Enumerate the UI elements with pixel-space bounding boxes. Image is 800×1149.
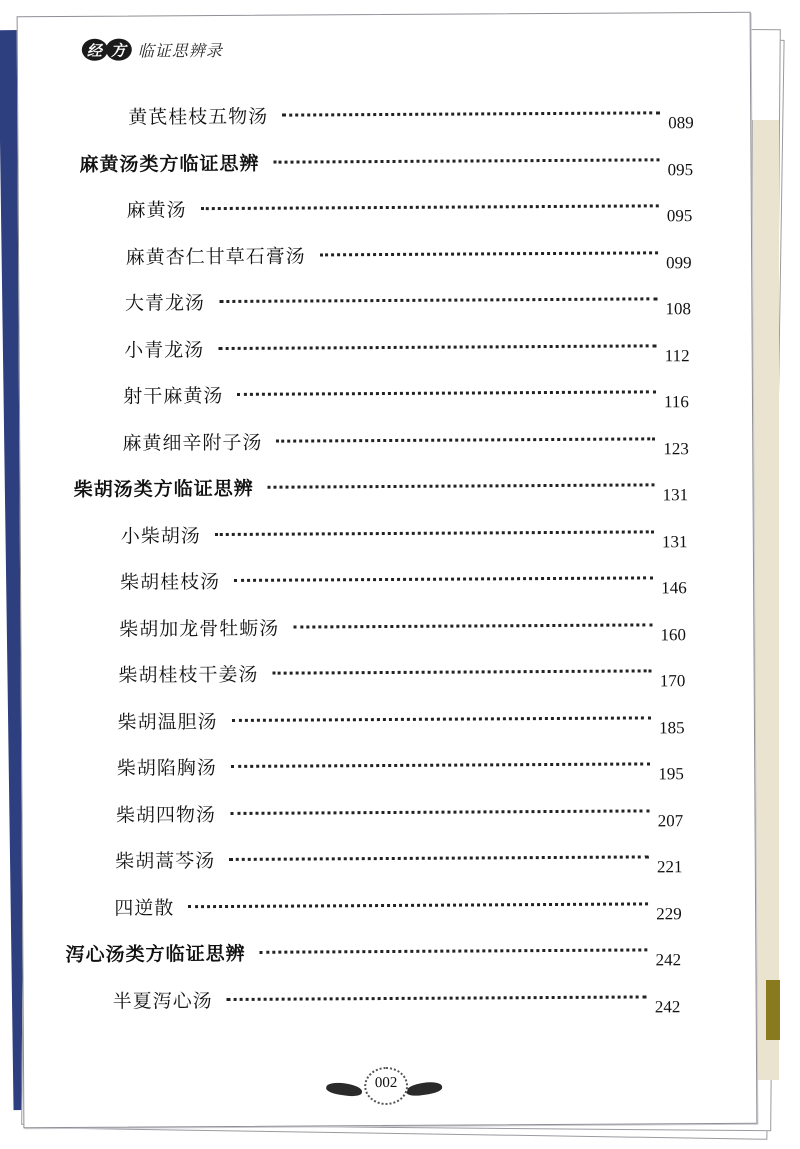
toc-entry-title: 大青龙汤 bbox=[124, 292, 206, 315]
toc-entry-title: 小柴胡汤 bbox=[120, 524, 201, 548]
toc-page-number: 131 bbox=[662, 485, 689, 505]
toc-entry-title: 四逆散 bbox=[114, 896, 175, 920]
toc-page-number: 095 bbox=[667, 159, 694, 179]
toc-entry-title: 半夏泻心汤 bbox=[112, 989, 213, 1013]
toc-page-number: 170 bbox=[659, 671, 686, 691]
toc-entry-title: 射干麻黄汤 bbox=[123, 384, 224, 408]
toc-section bbox=[23, 936, 755, 970]
toc-entry bbox=[18, 99, 750, 133]
toc-page-number: 160 bbox=[660, 624, 687, 644]
toc-section-title: 柴胡汤类方临证思辨 bbox=[73, 477, 254, 501]
toc-entry-title: 柴胡四物汤 bbox=[115, 803, 217, 827]
dot-leader bbox=[293, 623, 652, 628]
dot-leader bbox=[237, 390, 656, 396]
toc-page-number: 221 bbox=[656, 857, 683, 877]
dot-leader bbox=[219, 344, 657, 350]
toc-entry bbox=[22, 657, 754, 691]
dot-leader bbox=[219, 297, 657, 303]
toc-entry bbox=[22, 750, 754, 784]
dot-leader bbox=[273, 158, 659, 163]
toc-entry bbox=[22, 703, 754, 737]
toc-section bbox=[20, 471, 752, 505]
dot-leader bbox=[227, 995, 647, 1001]
ornament-left-icon bbox=[326, 1081, 363, 1098]
dot-leader bbox=[234, 576, 653, 582]
page-footer bbox=[324, 1065, 444, 1106]
dot-leader bbox=[273, 669, 652, 674]
table-of-contents bbox=[18, 13, 757, 1127]
toc-page-number: 112 bbox=[664, 345, 690, 365]
toc-entry bbox=[19, 238, 751, 272]
toc-entry bbox=[20, 331, 752, 365]
toc-entry-title: 柴胡加龙骨牡蛎汤 bbox=[119, 617, 280, 641]
toc-entry-title: 柴胡蒿芩汤 bbox=[115, 850, 216, 873]
toc-section-title: 麻黄汤类方临证思辨 bbox=[79, 152, 260, 176]
toc-page-number: 131 bbox=[661, 531, 688, 551]
dot-leader bbox=[201, 204, 659, 210]
dot-leader bbox=[188, 902, 648, 908]
toc-page-number: 123 bbox=[663, 438, 689, 458]
toc-entry bbox=[21, 610, 753, 644]
toc-page-number: 146 bbox=[661, 578, 687, 598]
toc-entry-title: 麻黄细辛附子汤 bbox=[122, 431, 263, 455]
toc-page-number: 095 bbox=[666, 206, 693, 226]
dot-leader bbox=[276, 437, 655, 442]
toc-page-number: 207 bbox=[657, 810, 684, 830]
toc-page-number: 089 bbox=[668, 113, 694, 133]
toc-page-number: 099 bbox=[666, 252, 692, 272]
toc-entry bbox=[22, 796, 754, 830]
running-header-title: 临证思辨录 bbox=[137, 40, 223, 61]
toc-entry bbox=[23, 843, 755, 877]
toc-section bbox=[18, 145, 750, 179]
toc-entry bbox=[21, 517, 753, 551]
toc-entry bbox=[24, 982, 756, 1016]
toc-page-number: 242 bbox=[655, 950, 682, 970]
dot-leader bbox=[230, 809, 649, 815]
toc-section-title: 泻心汤类方临证思辨 bbox=[65, 942, 246, 966]
logo-char: 经 bbox=[86, 41, 102, 60]
toc-entry-title: 麻黄杏仁甘草石膏汤 bbox=[125, 244, 306, 269]
toc-entry-title: 麻黄汤 bbox=[126, 199, 187, 222]
toc-entry bbox=[20, 424, 752, 458]
dot-leader bbox=[232, 716, 651, 722]
toc-page-number: 229 bbox=[656, 903, 682, 923]
logo-char: 方 bbox=[110, 41, 126, 60]
toc-entry bbox=[19, 192, 751, 226]
dot-leader bbox=[320, 251, 658, 256]
toc-entry bbox=[21, 564, 753, 598]
page-number: 002 bbox=[374, 1074, 398, 1092]
dot-leader bbox=[229, 855, 649, 861]
toc-entry-title: 柴胡桂枝汤 bbox=[120, 571, 221, 594]
toc-page-number: 195 bbox=[658, 764, 684, 784]
toc-page-number: 108 bbox=[665, 299, 691, 319]
toc-page-number: 116 bbox=[663, 392, 689, 412]
page-edge-accent bbox=[766, 980, 780, 1040]
dot-leader bbox=[259, 948, 647, 953]
toc-entry bbox=[20, 378, 752, 412]
toc-page bbox=[17, 12, 758, 1128]
toc-page-number: 242 bbox=[654, 996, 681, 1016]
dot-leader bbox=[282, 111, 660, 116]
toc-entry-title: 柴胡温胆汤 bbox=[117, 710, 218, 734]
toc-entry-title: 柴胡桂枝干姜汤 bbox=[118, 663, 259, 687]
dot-leader bbox=[215, 530, 654, 536]
dot-leader bbox=[267, 483, 654, 488]
toc-entry bbox=[23, 889, 755, 923]
dot-leader bbox=[231, 762, 650, 768]
toc-entry-title: 柴胡陷胸汤 bbox=[116, 757, 217, 780]
toc-entry bbox=[19, 285, 751, 319]
toc-page-number: 185 bbox=[659, 717, 685, 737]
ornament-right-icon bbox=[405, 1080, 442, 1097]
toc-entry-title: 黄芪桂枝五物汤 bbox=[128, 105, 269, 129]
toc-entry-title: 小青龙汤 bbox=[124, 338, 205, 362]
